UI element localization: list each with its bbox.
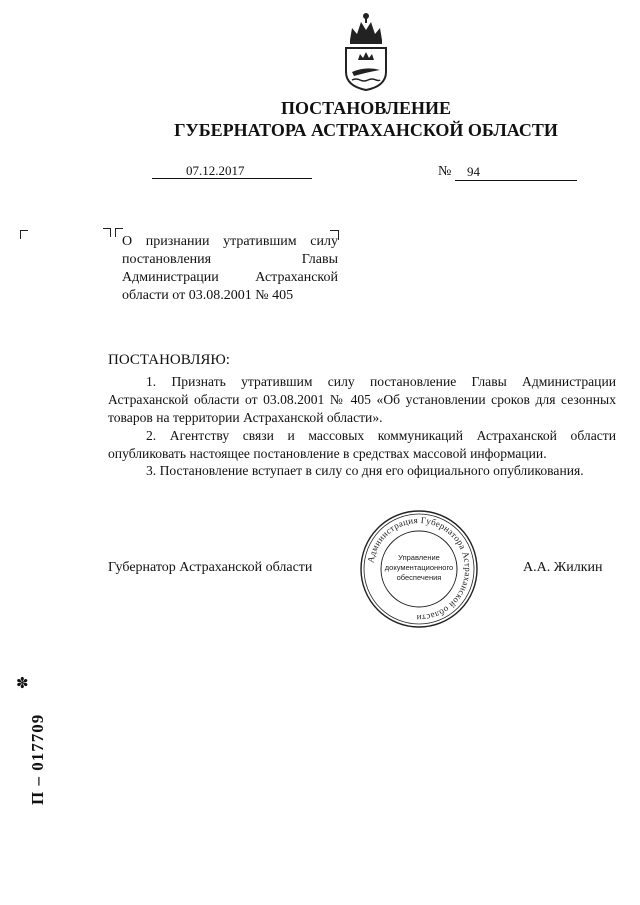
paragraph-1: 1. Признать утратившим силу постановление Главы Администрации Астраханской области от 03.08.2001 № 405 «Об установлении сроков для сезонных товаров на территории Астраханской области». [108,374,616,425]
date-underline [152,178,312,179]
resolve-heading: ПОСТАНОВЛЯЮ: [108,352,230,368]
number-underline [455,180,577,181]
svg-text:документационного: документационного [384,563,454,572]
ornament-icon: ✽ [16,676,29,692]
coat-of-arms-emblem [336,10,396,92]
document-title: ПОСТАНОВЛЕНИЕ [280,98,452,118]
form-serial-number: П – 017709 [28,713,47,805]
svg-text:обеспечения: обеспечения [396,573,442,582]
document-subject: О признании утратившим силу постановления Главы Администрации Астраханской области от 03.08.2001 № 405 [122,234,338,303]
corner-mark [103,228,111,237]
svg-text:Управление: Управление [398,553,440,562]
round-seal-stamp [358,508,480,630]
signer-position: Губернатор Астраханской области [108,560,313,575]
paragraph-2: 2. Агентству связи и массовых коммуникаций Астраханской области опубликовать настоящее постановление в средствах массовой информации. [108,428,616,461]
document-date: 07.12.2017 [186,163,245,178]
paragraph-3: 3. Постановление вступает в силу со дня его официального опубликования. [146,463,584,478]
issuer-title: ГУБЕРНАТОРА АСТРАХАНСКОЙ ОБЛАСТИ [174,120,558,140]
svg-text:Администрация Губернатора Астр: Администрация Губернатора Астраханской области [365,514,474,624]
number-label: № [438,164,452,179]
corner-mark [20,230,28,239]
signer-name: А.А. Жилкин [523,560,603,575]
document-number: 94 [467,164,480,179]
